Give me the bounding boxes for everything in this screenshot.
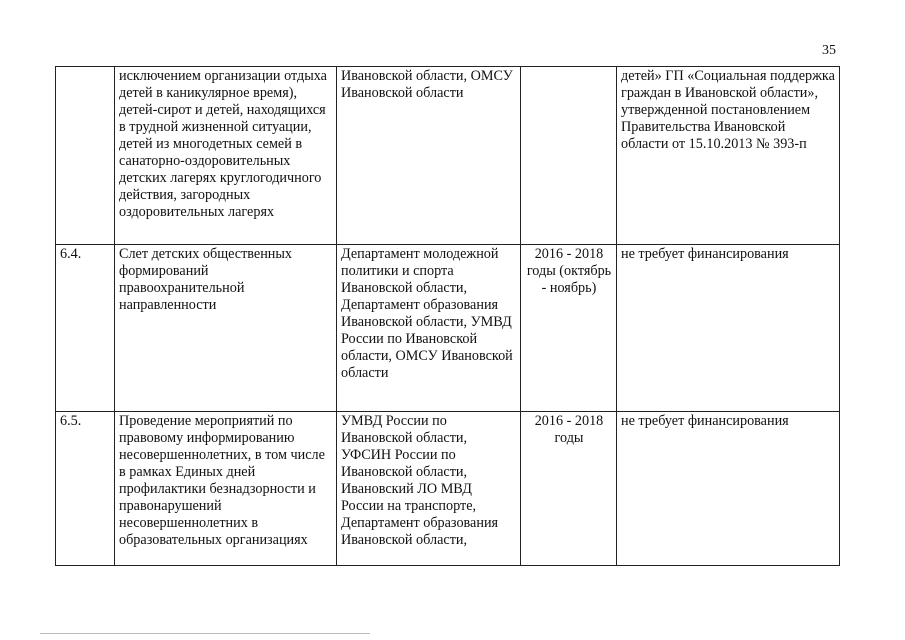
row-number-cell: 6.4.: [56, 245, 115, 412]
period-cell: 2016 - 2018 годы: [521, 412, 617, 566]
executors-cell: Департамент молодежной политики и спорта Ивановской области, Департамент образования Ивановской области, УМВД России по Ивановской области, ОМСУ Ивановской области: [337, 245, 521, 412]
period-cell: [521, 67, 617, 245]
executors-cell: Ивановской области, ОМСУ Ивановской области: [337, 67, 521, 245]
executors-cell: УМВД России по Ивановской области, УФСИН России по Ивановской области, Ивановский ЛО МВД России на транспорте, Департамент образования Ивановской области,: [337, 412, 521, 566]
page-bottom-rule: [40, 633, 370, 634]
row-number-cell: [56, 67, 115, 245]
funding-cell: не требует финансирования: [617, 412, 840, 566]
event-cell: исключением организации отдыха детей в каникулярное время), детей-сирот и детей, находящихся в трудной жизненной ситуации, детей из многодетных семей в санаторно-оздоровительных детских лагерях круглогодичного действия, загородных оздоровительных лагерях: [115, 67, 337, 245]
event-cell: Слет детских общественных формирований правоохранительной направленности: [115, 245, 337, 412]
funding-cell: детей» ГП «Социальная поддержка граждан в Ивановской области», утвержденной постановлением Правительства Ивановской области от 15.10.2013 № 393-п: [617, 67, 840, 245]
table-row: [56, 412, 840, 566]
table-row: [56, 245, 840, 412]
measures-table: [55, 66, 840, 566]
period-cell: 2016 - 2018 годы (октябрь - ноябрь): [521, 245, 617, 412]
funding-cell: не требует финансирования: [617, 245, 840, 412]
event-cell: Проведение мероприятий по правовому информированию несовершеннолетних, в том числе в рамках Единых дней профилактики безнадзорности и правонарушений несовершеннолетних в образовательных организациях: [115, 412, 337, 566]
page-number: 35: [822, 43, 836, 58]
table-row: [56, 67, 840, 245]
row-number-cell: 6.5.: [56, 412, 115, 566]
